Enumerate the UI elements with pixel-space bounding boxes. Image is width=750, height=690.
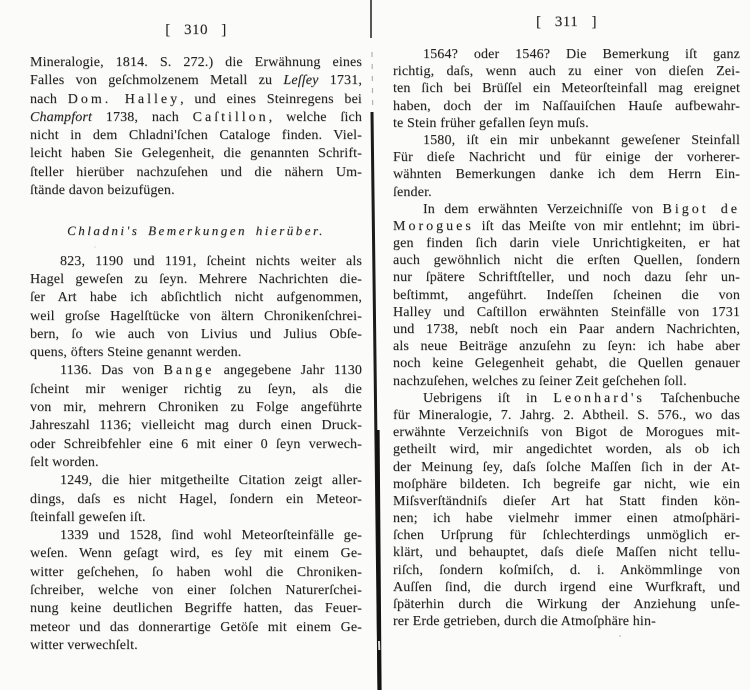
text-line: nur ſpätere Schriftſteller, und noch dazu ſehr un- (393, 270, 740, 286)
page-header-311: [ 311 ] (536, 14, 597, 30)
text-line: für Mineralogie, 7. Jahrg. 2. Abtheil. S. 576., wo das (393, 407, 740, 423)
text-line: Halley und Caſtillon erwähnten Steinfälle von 1731 (393, 304, 740, 320)
text-line: nicht in dem Chladni'ſchen Cataloge finden. Viel- (30, 128, 362, 144)
section-heading: Chladni's Bemerkungen hierüber. (67, 223, 325, 239)
text-line: 1249, die hier mitgetheilte Citation zeigt aller- (60, 473, 362, 489)
text-line: Jahreszahl 1136; vielleicht mag durch einen Druck- (30, 418, 362, 434)
text-line: ſtände davon beizufügen. (30, 183, 175, 199)
text-line: bern, ſo wie auch von Livius und Julius Obſe- (30, 326, 362, 342)
text-line: getheilt wird, mir angedichtet worden, als ob ich (393, 442, 740, 458)
text-line: Miſsverſtändniſs dieſer Art hat Statt finden kön- (393, 493, 740, 509)
text-line: leicht haben Sie Gelegenheit, die genannten Schrift- (30, 146, 362, 162)
text-line: richtig, daſs, wenn auch zu einer von dieſen Zei- (393, 64, 740, 80)
text-line: 1564? oder 1546? Die Bemerkung iſt ganz (423, 47, 740, 62)
left-page (30, 22, 362, 655)
text-line: ſender. (393, 184, 432, 200)
text-line: auch gewöhnlich nicht die erſten Quellen, ſondern (393, 253, 740, 269)
text-line: haben, doch der im Naſſauiſchen Hauſe aufbewahr- (393, 98, 740, 114)
text-line: ten ſich bei Brüſſel ein Meteorſteinfall mag ereignet (393, 81, 740, 97)
text-line: Hagel geweſen zu ſeyn. Mehrere Nachrichten die- (30, 271, 362, 287)
text-line: riſch, ſondern koſmiſch, d. i. Ankömmlinge von (393, 562, 740, 578)
text-line: Uebrigens iſt in Leonhard's Taſchenbuche (423, 390, 740, 406)
text-line: 1136. Das von Bange angegebene Jahr 1130 (60, 363, 362, 379)
text-line: nachzuſehen, welches zu ſeiner Zeit geſchehen ſoll. (393, 373, 687, 389)
text-line: nen; ich habe vielmehr immer einen atmoſphäri- (393, 511, 740, 527)
text-line: ſchen Urſprung für ſchlechterdings unmöglich er- (393, 528, 740, 544)
right-page-text (393, 46, 740, 630)
text-line: dings, daſs es nicht Hagel, ſondern ein Meteor- (30, 491, 362, 507)
text-line: von mir, mehrern Chroniken zu Folge angeführte (30, 400, 362, 416)
text-line: Morogues iſt das Meiſte von mir entlehnt; im übri- (393, 218, 740, 234)
text-line: Falles von geſchmolzenem Metall zu Leſſey 1731, (30, 73, 362, 89)
text-line: ſchreiber, welche von einer ſolchen Naturerſchei- (30, 583, 362, 599)
right-page (393, 14, 740, 630)
text-line: rer Erde getrieben, durch die Atmoſphäre hin- (393, 614, 656, 630)
text-line: 1580, iſt ein mir unbekannt geweſener Steinfall (423, 132, 740, 148)
text-line: weil groſse Hagelſtücke von ältern Chronikenſchrei- (30, 308, 362, 324)
page-header-310: [ 310 ] (165, 22, 227, 38)
text-line: oder Schreibfehler eine 6 mit einer 0 ſeyn verwech- (30, 436, 362, 452)
text-line: Mineralogie, 1814. S. 272.) die Erwähnung eines (30, 55, 362, 70)
text-line: wähnten Bemerkungen danke ich dem Herrn Ein- (393, 167, 740, 183)
text-line: weſen. Wenn geſagt wird, es ſey mit einem Ge- (30, 546, 362, 562)
text-line: 823, 1190 und 1191, ſcheint nichts weiter als (60, 253, 362, 269)
text-line: und 1738, nebſt noch ein Paar andern Nachrichten, (393, 322, 740, 337)
text-line: ſelt worden. (30, 454, 99, 470)
text-line: noch keine Gelegenheit gehabt, die Quellen genauer (393, 356, 740, 372)
text-line: te Stein früher gefallen ſeyn muſs. (393, 115, 589, 131)
text-line: quens, öfters Steine genannt werden. (30, 345, 242, 361)
text-line: ſteinfall geweſen iſt. (30, 509, 146, 525)
scan-speck (619, 635, 621, 637)
text-line: witter geſchehen, ſo haben wohl die Chroniken- (30, 564, 362, 580)
text-line: ſteller hierüber nachzuſehen und die nähern Um- (30, 164, 362, 180)
left-page-text (30, 54, 362, 655)
text-line: moſphäre bildeten. Ich begreife gar nicht, wie ein (393, 476, 740, 492)
text-line: gen finden ſich darin viele Unrichtigkeiten, er hat (393, 236, 740, 252)
text-line: ſpäterhin durch die Wirkung der Anziehung unſe- (393, 597, 740, 612)
text-line: als neue Beiträge anzuſehn zu ſeyn: ich habe aber (393, 339, 740, 355)
text-line: Champfort 1738, nach Caſtillon, welche ſich (30, 109, 362, 125)
text-line: In dem erwähnten Verzeichniſſe von Bigot de (423, 201, 740, 217)
text-line: beſtimmt, angeführt. Indeſſen ſcheinen die von (393, 287, 740, 303)
text-line: witter verwechſelt. (30, 637, 138, 653)
text-line: erwähnte Verzeichniſs von Bigot de Morogues mit- (393, 425, 740, 441)
text-line: Für dieſe Nachricht und für einige der vorherer- (393, 150, 740, 166)
text-line: Auſſen ſind, die durch irgend eine Wurfkraft, und (393, 579, 740, 595)
text-line: 1339 und 1528, ſind wohl Meteorſteinfälle ge- (60, 528, 362, 544)
text-line: ſer Art habe ich abſichtlich nicht aufgenommen, (30, 290, 362, 306)
text-line: klärt, und behauptet, daſs dieſe Maſſen nicht tellu- (393, 545, 740, 561)
text-line: nung keine deutlichen Begriffe hatten, das Feuer- (30, 601, 362, 617)
text-line: ſcheint mir weniger richtig zu ſeyn, als die (30, 381, 362, 397)
text-line: der Meinung ſey, daſs ſolche Maſſen ſich in der At- (393, 459, 740, 475)
text-line: meteor und das donnerartige Getöſe mit einem Ge- (30, 619, 362, 635)
text-line: nach Dom. Halley, und eines Steinregens bei (30, 91, 362, 107)
